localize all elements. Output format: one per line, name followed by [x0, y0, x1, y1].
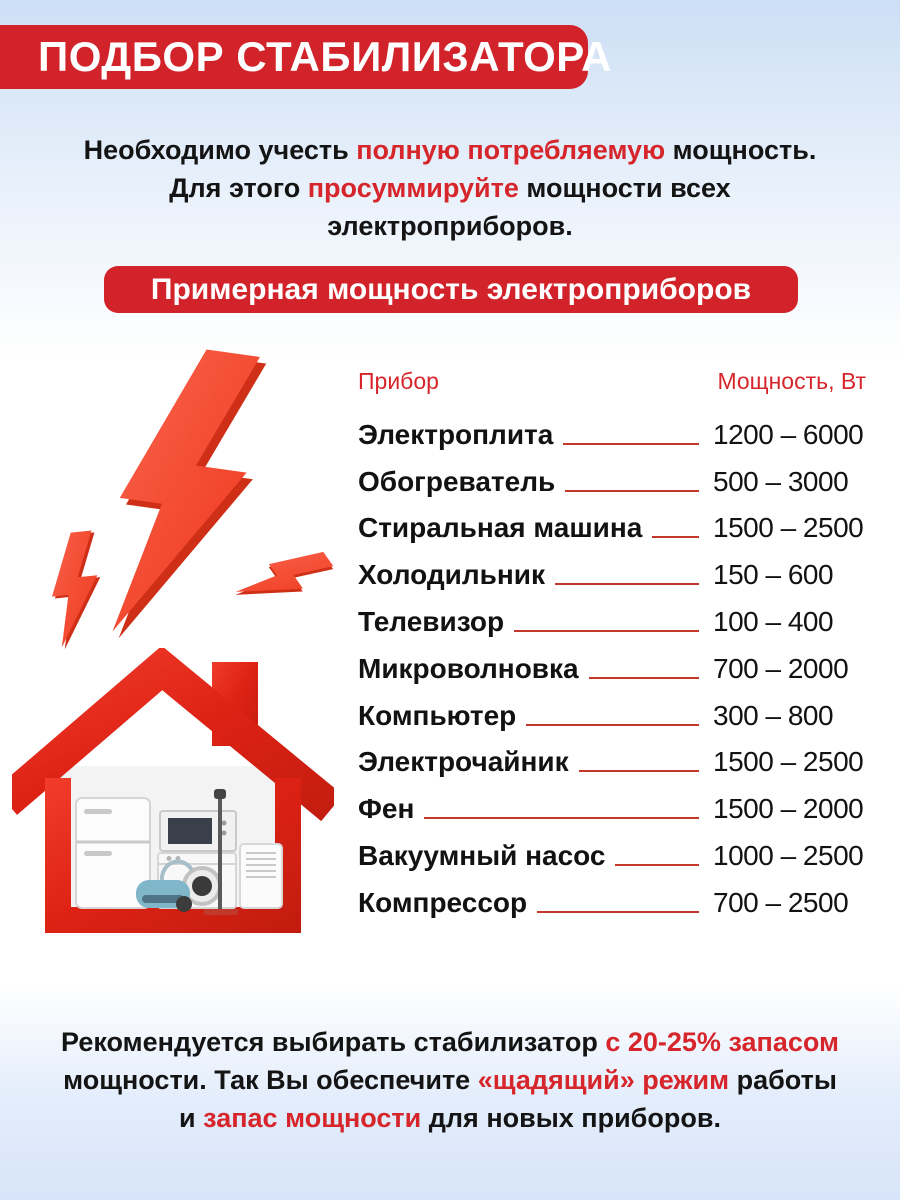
leader-line	[565, 490, 699, 492]
appliance-name: Электроплита	[358, 418, 554, 450]
intro-text	[0, 131, 900, 245]
appliance-name: Микроволновка	[358, 652, 579, 684]
house-with-appliances-icon	[12, 648, 334, 956]
appliance-name: Обогреватель	[358, 465, 556, 497]
appliance-name: Вакуумный насос	[358, 839, 606, 871]
column-header-device: Прибор	[358, 368, 439, 394]
table-header	[358, 368, 868, 395]
body-text: мощности всех	[518, 173, 731, 203]
power-range: 100 – 400	[713, 605, 834, 637]
table-row	[358, 690, 868, 737]
leader-line	[579, 770, 699, 772]
section-title: Примерная мощность электроприборов	[150, 272, 752, 306]
table-row	[358, 737, 868, 784]
leader-line	[652, 536, 699, 538]
page-title: ПОДБОР СТАБИЛИЗАТОРА	[38, 33, 612, 80]
table-row	[358, 830, 868, 877]
recommendation-text	[0, 1023, 900, 1137]
power-range: 300 – 800	[713, 699, 834, 731]
table-body	[358, 409, 868, 924]
body-text: мощность.	[665, 135, 817, 165]
table-row	[358, 596, 868, 643]
air-conditioner-icon	[240, 844, 282, 908]
leader-line	[526, 724, 699, 726]
column-header-power: Мощность, Вт	[717, 368, 866, 394]
lightning-bolt-icon	[25, 338, 335, 653]
body-text: Рекомендуется выбирать стабилизатор	[61, 1027, 606, 1057]
leader-line	[424, 817, 699, 819]
body-text: электроприборов.	[327, 211, 573, 241]
table-row	[358, 503, 868, 550]
body-text: и	[179, 1103, 204, 1133]
power-range: 1500 – 2500	[713, 746, 864, 778]
leader-line	[555, 583, 699, 585]
power-range: 1500 – 2500	[713, 512, 864, 544]
big-bolt-icon	[100, 340, 269, 653]
table-row	[358, 409, 868, 456]
power-range: 1200 – 6000	[713, 418, 864, 450]
text-line	[0, 131, 900, 169]
appliance-name: Электрочайник	[358, 746, 569, 778]
appliance-name: Холодильник	[358, 559, 545, 591]
highlight-text: просуммируйте	[307, 173, 519, 203]
power-range: 500 – 3000	[713, 465, 849, 497]
title-banner	[0, 25, 612, 89]
leader-line	[615, 864, 699, 866]
power-range: 1000 – 2500	[713, 839, 864, 871]
table-row	[358, 643, 868, 690]
highlight-text: с 20-25% запасом	[605, 1027, 839, 1057]
power-range: 700 – 2000	[713, 652, 849, 684]
leader-line	[537, 911, 699, 913]
small-bolt-left-icon	[46, 530, 108, 650]
body-text: Для этого	[169, 173, 308, 203]
section-banner	[104, 266, 798, 313]
text-line	[0, 169, 900, 207]
appliance-name: Фен	[358, 793, 415, 825]
appliance-name: Телевизор	[358, 605, 505, 637]
body-text: мощности. Так Вы обеспечите	[63, 1065, 478, 1095]
text-line	[0, 1099, 900, 1137]
body-text: для новых приборов.	[421, 1103, 721, 1133]
appliance-name: Компьютер	[358, 699, 517, 731]
body-text: работы	[729, 1065, 837, 1095]
power-range: 150 – 600	[713, 559, 834, 591]
power-range: 1500 – 2000	[713, 793, 864, 825]
highlight-text: «щадящий» режим	[477, 1065, 730, 1095]
highlight-text: полную потребляемую	[356, 135, 666, 165]
leader-line	[563, 443, 699, 445]
appliance-name: Компрессор	[358, 886, 528, 918]
body-text: Необходимо учесть	[83, 135, 357, 165]
text-line	[0, 1023, 900, 1061]
highlight-text: запас мощности	[203, 1103, 422, 1133]
text-line	[0, 207, 900, 245]
power-table	[358, 368, 868, 924]
table-row	[358, 877, 868, 924]
table-row	[358, 549, 868, 596]
leader-line	[589, 677, 699, 679]
small-bolt-right-icon	[232, 535, 335, 625]
power-range: 700 – 2500	[713, 886, 849, 918]
microwave-icon	[160, 811, 236, 851]
table-row	[358, 456, 868, 503]
text-line	[0, 1061, 900, 1099]
leader-line	[514, 630, 699, 632]
appliance-name: Стиральная машина	[358, 512, 643, 544]
table-row	[358, 783, 868, 830]
